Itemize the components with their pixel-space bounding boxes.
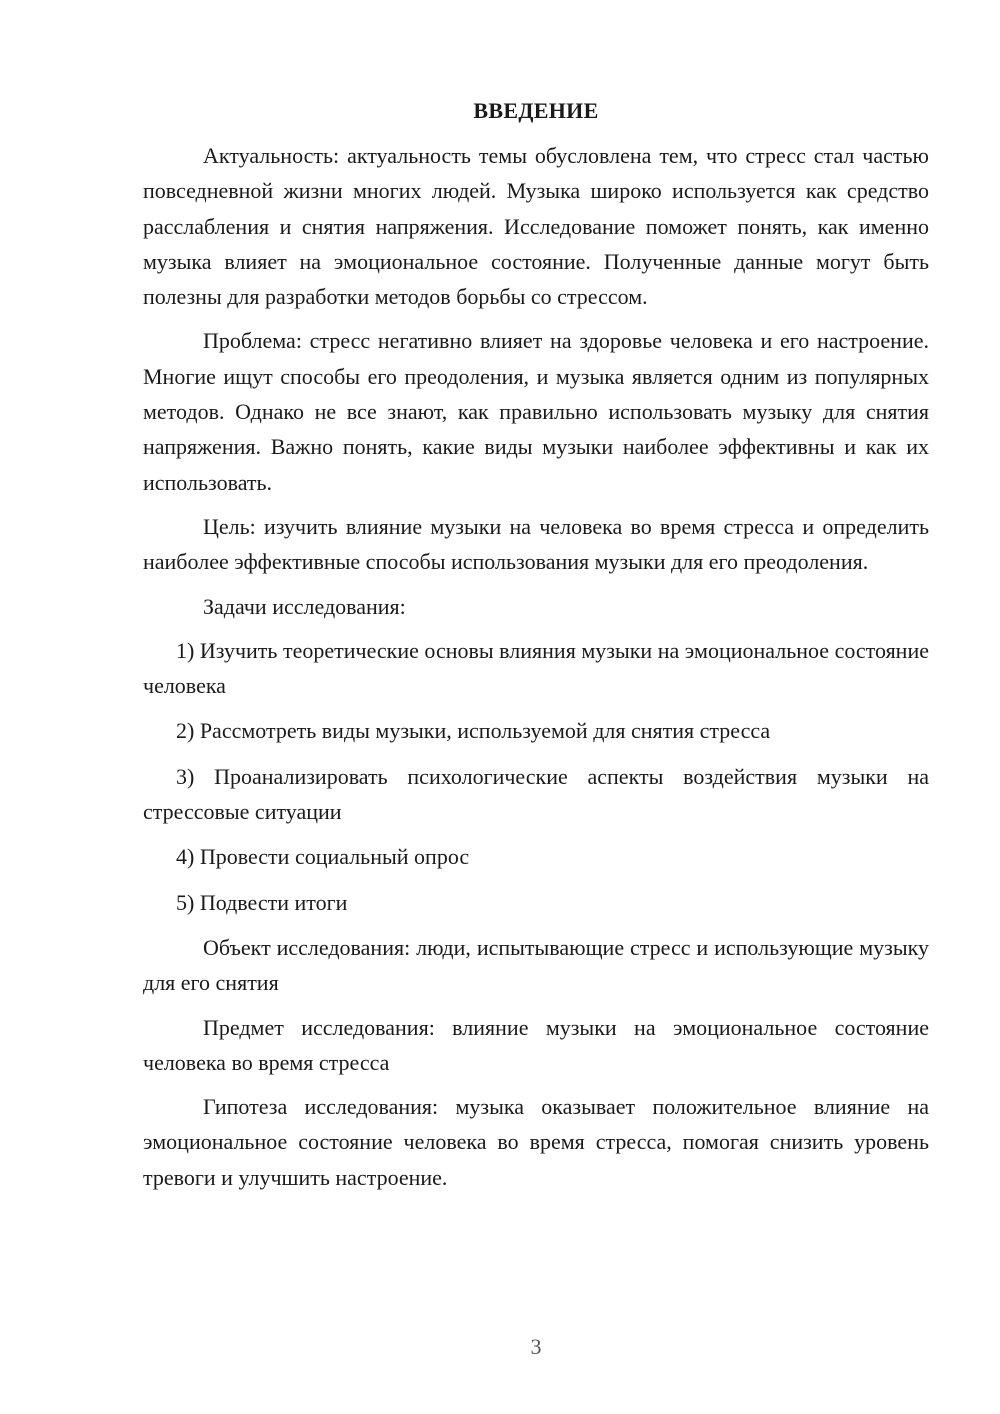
list-item-task-3: 3) Проанализировать психологические аспекты воздействия музыки на стрессовые ситуации [143,763,929,825]
paragraph-goal: Цель: изучить влияние музыки на человека во время стресса и определить наиболее эффективные способы использования музыки для его преодоления. [143,513,929,575]
list-item-task-4: 4) Провести социальный опрос [176,844,470,870]
paragraph-problem: Проблема: стресс негативно влияет на здоровье человека и его настроение. Многие ищут способы его преодоления, и музыка является одним из популярных методов. Однако не все знают, как правильно использовать музыку для снятия напряжения. Важно понять, какие виды музыки наиболее эффективны и как их использовать. [143,328,929,495]
list-item-task-5: 5) Подвести итоги [176,889,348,915]
paragraph-subject: Предмет исследования: влияние музыки на эмоциональное состояние человека во время стресса [143,1014,929,1075]
page-title: ВВЕДЕНИЕ [473,98,599,123]
paragraph-relevance: Актуальность: актуальность темы обусловлена тем, что стресс стал частью повседневной жизни многих людей. Музыка широко используется как средство расслабления и снятия напряжения. Исследование поможет понять, как именно музыка влияет на эмоциональное состояние. Полученные данные могут быть полезны для разработки методов борьбы со стрессом. [143,143,929,310]
paragraph-object: Объект исследования: люди, испытывающие стресс и использующие музыку для его снятия [143,934,929,996]
document-page [143,96,929,1204]
list-item-task-1: 1) Изучить теоретические основы влияния музыки на эмоциональное состояние человека [143,637,929,699]
paragraph-hypothesis: Гипотеза исследования: музыка оказывает положительное влияние на эмоциональное состояние человека во время стресса, помогая снизить уровень тревоги и улучшить настроение. [143,1094,929,1190]
page-number: 3 [530,1334,542,1359]
paragraph-tasks-heading: Задачи исследования: [203,593,406,619]
list-item-task-2: 2) Рассмотреть виды музыки, используемой для снятия стресса [176,718,771,744]
